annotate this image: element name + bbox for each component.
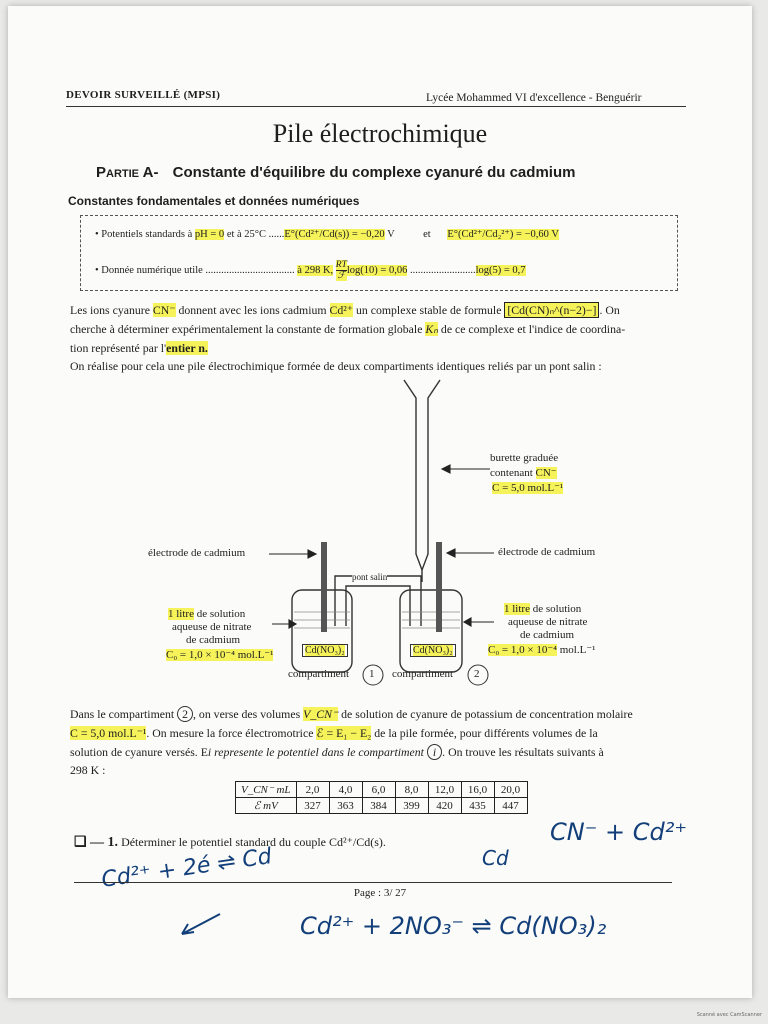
table-cell: 2,0 [296,782,329,798]
constants-box [80,215,678,291]
table-cell: 327 [296,798,329,814]
results-table [235,781,528,814]
salt-bridge-outer [335,576,421,626]
table-cell: 384 [362,798,395,814]
p3-emf: ℰ = E₁ − E₂ [316,726,372,740]
box-line2-pre: • Donnée numérique utile .................................. [95,264,298,276]
right-solution-line-1 [504,603,581,615]
box-line1-e1: E°(Cd²⁺/Cd(s)) = −0,20 [284,229,385,240]
table-cell: 12,0 [428,782,461,798]
p1-c: un complexe stable de formule [353,303,505,317]
page-number: Page : 3/ 27 [353,887,407,899]
electrode-right [436,542,442,632]
compartment-1-label: compartiment [288,668,350,680]
right-solution-line-3: de cadmium [520,629,575,641]
p3-c: de solution de cyanure de potassium de concentration molaire [338,707,633,721]
table-header-emf: ℰ mV [236,798,297,814]
table-cell: 6,0 [362,782,395,798]
electrode-right-label: électrode de cadmium [498,546,596,558]
frac-num: RT [335,260,347,270]
header-right: Lycée Mohammed VI d'excellence - Benguérir [426,92,642,104]
left-c0: C₀ = 1,0 × 10⁻⁴ mol.L⁻¹ [166,649,274,661]
left-sol1: 1 litre [168,608,194,620]
paragraph-3-line-3 [70,745,604,760]
burette-label-2 [490,466,557,479]
compartment-2-number: 2 [474,668,480,680]
handwriting-4: Cd²⁺ + 2NO₃⁻ ⇌ Cd(NO₃)₂ [300,912,607,940]
header-left: DEVOIR SURVEILLÉ (MPSI) [66,89,221,101]
p1-d: . On [599,303,620,317]
box-line2-log5: log(5) = 0,7 [475,264,526,276]
scanner-watermark: Scanné avec CamScanner [696,1012,762,1018]
header-rule [66,106,686,107]
handwriting-2: Cd [482,846,509,870]
page-title: Pile électrochimique [272,119,488,148]
paragraph-3-line-4: 298 K : [70,763,106,777]
p1-b: donnent avec les ions cadmium [175,303,330,317]
right-solution-line-2: aqueuse de nitrate [508,616,588,628]
part-heading [96,164,575,181]
table-cell: 4,0 [329,782,362,798]
burette-c: C = 5,0 mol.L⁻¹ [492,482,564,494]
box-line1-unit: V [384,229,395,240]
handwritten-arrow [168,906,228,946]
table-cell: 399 [395,798,428,814]
burette-outline [404,380,440,570]
table-cell: 363 [329,798,362,814]
paragraph-3-line-2 [70,726,598,741]
box-line2-dots: ......................... [407,264,476,276]
table-cell: 20,0 [494,782,527,798]
p1-line3: tion représenté par l' [70,341,167,355]
question-number: ❑ — 1. [74,835,119,850]
table-row [236,782,528,798]
box-line1-pre: • Potentiels standards à [95,229,195,240]
p3-line3a: solution de cyanure versés. E [70,745,208,759]
table-cell: 447 [494,798,527,814]
p3-line2a: C = 5,0 mol.L⁻¹ [70,726,147,740]
electrode-left-label: électrode de cadmium [148,547,246,559]
right-c0: C₀ = 1,0 × 10⁻⁴ [488,644,557,656]
p1-cn: CN⁻ [152,303,176,317]
p3-line3c: . On trouve les résultats suivants à [442,745,604,759]
p1-line2: cherche à déterminer expérimentalement la constante de formation globale [70,322,426,336]
question-text: Déterminer le potentiel standard du couple Cd²⁺/Cd(s). [121,835,386,849]
paragraph-1-line-3 [70,341,208,356]
box-line2-frac [336,260,347,281]
handwriting-1: CN⁻ + Cd²⁺ [550,818,688,846]
paragraph-1-line-1 [70,303,620,318]
right-sol1b: de solution [529,603,582,615]
question-1 [74,834,386,851]
electrode-left [321,542,327,632]
box-line-2 [95,260,526,281]
p1-a: Les ions cyanure [70,303,153,317]
beaker-right-label [410,644,456,657]
burette-label-1: burette graduée [490,452,559,464]
p1-cd: Cd²⁺ [329,303,354,317]
paragraph-2: On réalise pour cela une pile électrochimique formée de deux compartiments identiques reliés par un pont salin : [70,359,602,373]
box-line1-e2: E°(Cd²⁺/Cd₂²⁺) = −0,60 V [447,229,559,240]
constants-heading: Constantes fondamentales et données numériques [68,194,360,208]
compartment-2-label: compartiment [392,668,454,680]
box-line1-mid: et à 25°C ...... [224,229,285,240]
p1-kn: Kₙ [425,322,438,336]
p3-b: , on verse des volumes [193,707,304,721]
electrochemical-cell-diagram [8,376,752,696]
burette-concentration [492,481,563,494]
part-text: Constante d'équilibre du complexe cyanuré du cadmium [172,164,576,181]
compartment-1-number: 1 [369,668,375,680]
table-cell: 435 [461,798,494,814]
handwriting-3: Cd²⁺ + 2é ⇌ Cd [100,844,274,893]
paragraph-1-line-2 [70,322,625,337]
p3-vcn: V_CN⁻ [303,707,339,721]
beaker-right-text: Cd(NO₃)₂ [413,645,453,656]
p1-entier: entier n. [166,341,208,355]
p3-line3num: i [427,744,442,760]
box-line1-ph: pH = 0 [194,229,225,240]
table-cell: 420 [428,798,461,814]
right-c0-unit: mol.L⁻¹ [556,644,596,656]
p1-line2b: de ce complexe et l'indice de coordina- [437,322,626,336]
part-label: Partie A- [96,164,159,181]
document-page [8,6,752,998]
p1-formula: [Cd(CN)ₙ^(n−2)−] [504,302,599,318]
beaker-left-label [302,644,348,657]
table-cell: 8,0 [395,782,428,798]
left-solution-line-3: de cadmium [186,634,241,646]
right-solution-concentration [488,643,595,656]
left-solution-concentration [166,648,273,661]
table-cell: 16,0 [461,782,494,798]
frac-den: ℱ [337,271,346,281]
paragraph-3-line-1 [70,707,633,722]
p3-a: Dans le compartiment [70,707,178,721]
table-header-volume: V_CN⁻ mL [236,782,297,798]
left-solution-line-1 [168,608,245,620]
left-solution-line-2: aqueuse de nitrate [172,621,252,633]
burette-label-2a: contenant [490,467,536,479]
table-row [236,798,528,814]
box-line-1 [95,228,559,240]
p3-line3b: i represente le potentiel dans le compartiment [207,745,424,759]
salt-bridge-label: pont salin [352,572,388,582]
left-sol1b: de solution [193,608,246,620]
p3-num: 2 [177,706,193,722]
p3-line2b: . On mesure la force électromotrice [146,726,317,740]
box-line2-log10: log(10) = 0,06 [346,264,408,276]
box-line1-et: et [423,229,431,240]
right-sol1: 1 litre [504,603,530,615]
beaker-left-text: Cd(NO₃)₂ [305,645,345,656]
box-line2-temp: à 298 K, [297,264,334,276]
p3-line2c: de la pile formée, pour différents volumes de la [371,726,598,740]
burette-cn: CN⁻ [535,467,557,479]
footer-rule [74,882,672,883]
